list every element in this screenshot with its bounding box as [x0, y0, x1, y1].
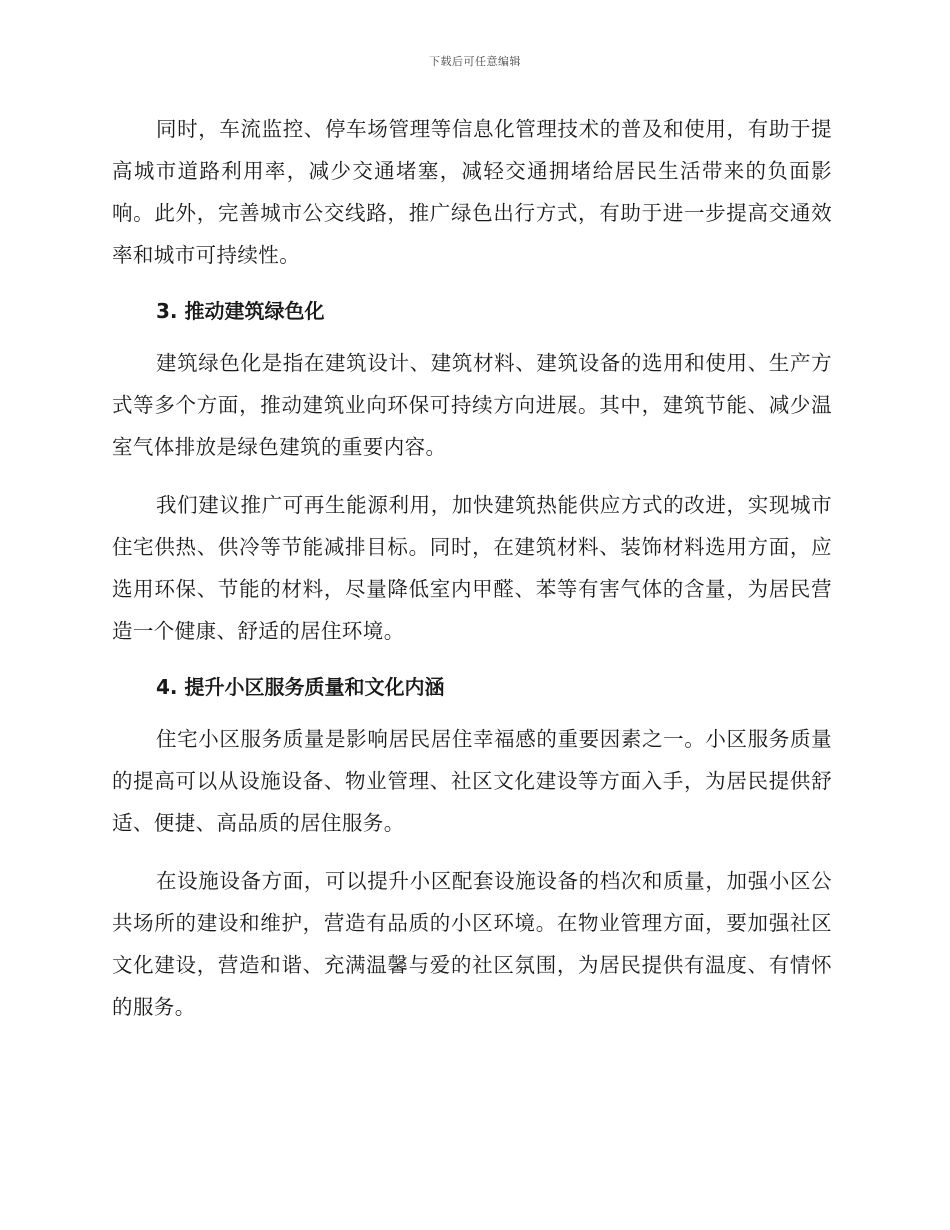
section-heading-green-buildings: 3. 推动建筑绿色化 [156, 299, 325, 323]
paragraph-facilities-management: 在设施设备方面，可以提升小区配套设施设备的档次和质量，加强小区公共场所的建设和维护，营造有品质的小区环境。在物业管理方面，要加强社区文化建设，营造和谐、充满温馨与爱的社区氛围，为居民提供有温度、有情怀的服务。 [112, 869, 832, 1019]
header-note: 下载后可任意编辑 [429, 55, 521, 68]
paragraph-green-building-definition: 建筑绿色化是指在建筑设计、建筑材料、建筑设备的选用和使用、生产方式等多个方面，推动建筑业向环保可持续方向进展。其中，建筑节能、减少温室气体排放是绿色建筑的重要内容。 [112, 351, 832, 459]
paragraph-service-quality: 住宅小区服务质量是影响居民居住幸福感的重要因素之一。小区服务质量的提高可以从设施设备、物业管理、社区文化建设等方面入手，为居民提供舒适、便捷、高品质的居住服务。 [112, 727, 832, 835]
document-body [112, 108, 832, 1044]
section-heading-community-service: 4. 提升小区服务质量和文化内涵 [156, 675, 445, 699]
paragraph-traffic-management: 同时，车流监控、停车场管理等信息化管理技术的普及和使用，有助于提高城市道路利用率，减少交通堵塞，减轻交通拥堵给居民生活带来的负面影响。此外，完善城市公交线路，推广绿色出行方式，有助于进一步提高交通效率和城市可持续性。 [112, 117, 832, 267]
paragraph-renewable-energy: 我们建议推广可再生能源利用，加快建筑热能供应方式的改进，实现城市住宅供热、供冷等节能减排目标。同时，在建筑材料、装饰材料选用方面，应选用环保、节能的材料，尽量降低室内甲醛、苯等有害气体的含量，为居民营造一个健康、舒适的居住环境。 [112, 493, 832, 643]
